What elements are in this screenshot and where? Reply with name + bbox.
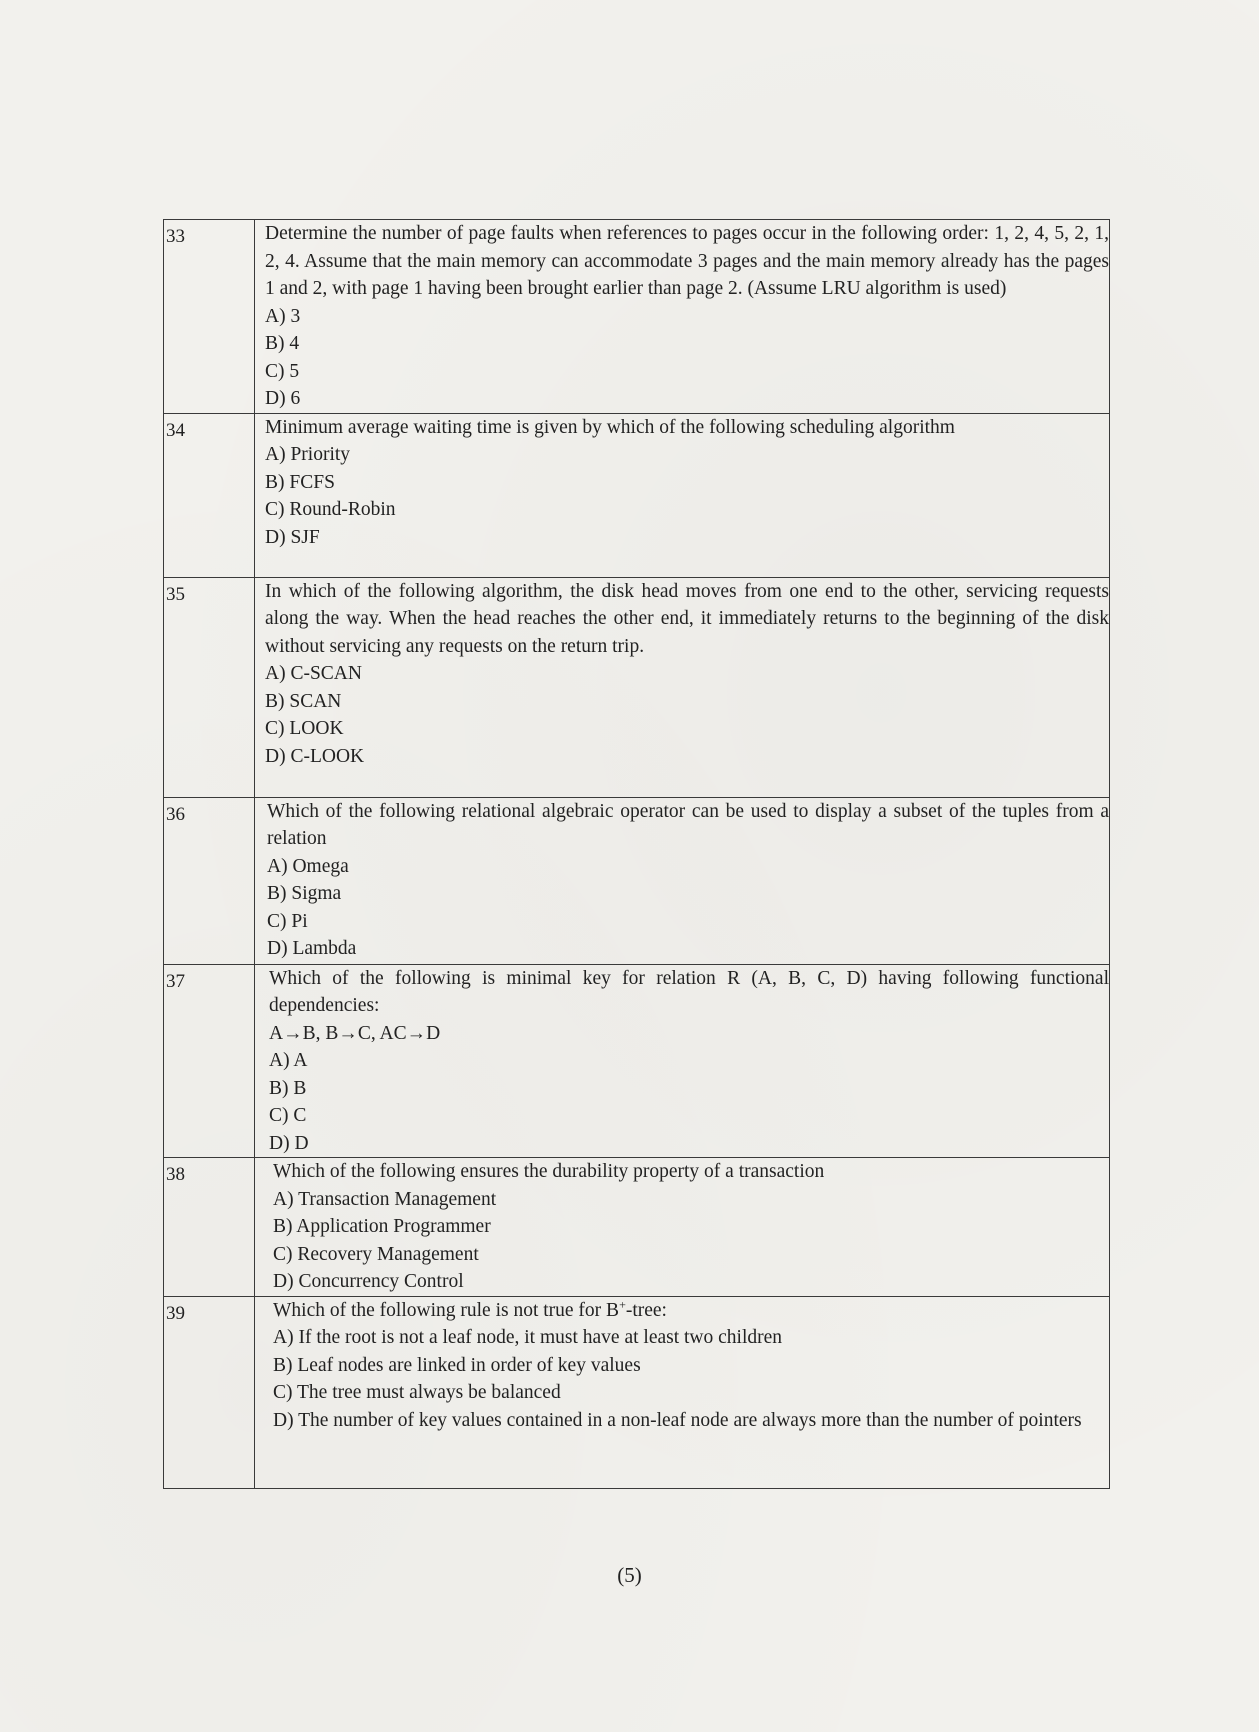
option-b: B) Application Programmer	[273, 1216, 491, 1237]
question-number: 38	[166, 1164, 185, 1185]
question-number: 36	[166, 803, 185, 825]
question-number: 39	[166, 1302, 185, 1324]
option-d: D) The number of key values contained in a non-leaf node are always more than the number of pointers	[273, 1409, 1082, 1431]
question-number-cell	[164, 220, 255, 414]
question-number-cell	[164, 577, 255, 797]
option-d: D) Lambda	[267, 938, 357, 959]
question-text: Which of the following is minimal key for relation R (A, B, C, D) having following functional dependencies:	[269, 967, 1109, 1016]
option-a: A) A	[269, 1050, 308, 1071]
option-b: B) 4	[265, 333, 300, 354]
question-row-39	[164, 1296, 1110, 1488]
option-a: A) If the root is not a leaf node, it must have at least two children	[273, 1327, 783, 1348]
question-number-cell	[164, 797, 255, 964]
question-body	[255, 1296, 1110, 1488]
question-number: 35	[166, 583, 185, 605]
question-body	[255, 413, 1110, 577]
option-c: C) Pi	[267, 910, 308, 932]
question-number: 34	[166, 419, 185, 441]
superscript-plus: +	[619, 1297, 626, 1311]
option-b: B) FCFS	[265, 471, 335, 493]
question-row-38	[164, 1158, 1110, 1297]
question-row-36	[164, 797, 1110, 964]
question-text: In which of the following algorithm, the disk head moves from one end to the other, servicing requests along the way. When the head reaches the other end, it immediately returns to the beginning of the disk without servicing any requests on the return trip.	[265, 580, 1109, 657]
option-a: A) Priority	[265, 444, 351, 465]
page-number: (5)	[617, 1563, 642, 1587]
question-text: Determine the number of page faults when references to pages occur in the following order: 1, 2, 4, 5, 2, 1, 2, 4. Assume that the main memory can accommodate 3 pages and the main memory already has the pages 1 and 2, with page 1 having been brought earlier than page 2. (Assume LRU algorithm is used)	[265, 223, 1109, 299]
option-c: C) C	[269, 1105, 307, 1126]
option-a: A) Transaction Management	[273, 1188, 497, 1210]
option-c: C) LOOK	[265, 718, 344, 739]
question-body	[255, 1158, 1110, 1297]
functional-dependencies: A→B, B→C, AC→D	[269, 1022, 441, 1044]
question-row-33	[164, 220, 1110, 414]
option-b: B) Leaf nodes are linked in order of key values	[273, 1354, 641, 1376]
question-text: Which of the following relational algebraic operator can be used to display a subset of the tuples from a relation	[267, 800, 1109, 849]
option-a: A) Omega	[267, 855, 349, 877]
option-a: A) 3	[265, 305, 301, 327]
question-number-cell	[164, 964, 255, 1158]
question-number-cell	[164, 413, 255, 577]
question-body	[255, 797, 1110, 964]
option-c: C) Recovery Management	[273, 1243, 479, 1265]
question-number-cell	[164, 1158, 255, 1297]
option-c: C) Round-Robin	[265, 499, 396, 520]
option-b: B) B	[269, 1077, 307, 1099]
option-b: B) Sigma	[267, 883, 342, 904]
question-number: 37	[166, 970, 185, 992]
question-text: Minimum average waiting time is given by which of the following scheduling algorithm	[265, 416, 955, 438]
option-d: D) SJF	[265, 526, 320, 548]
question-row-35	[164, 577, 1110, 797]
question-text-main: Which of the following rule is not true for B	[273, 1299, 620, 1321]
question-row-37	[164, 964, 1110, 1158]
question-text: Which of the following ensures the durability property of a transaction	[273, 1161, 825, 1182]
option-c: C) 5	[265, 360, 300, 382]
option-d: D) Concurrency Control	[273, 1271, 464, 1292]
option-c: C) The tree must always be balanced	[273, 1382, 561, 1403]
question-body	[255, 577, 1110, 797]
question-number-cell	[164, 1296, 255, 1488]
question-body	[255, 220, 1110, 414]
question-row-34	[164, 413, 1110, 577]
question-number: 33	[166, 226, 185, 247]
question-body	[255, 964, 1110, 1158]
option-a: A) C-SCAN	[265, 663, 362, 684]
option-d: D) D	[269, 1132, 309, 1154]
option-d: D) C-LOOK	[265, 745, 365, 767]
question-text-suffix: -tree:	[625, 1299, 667, 1321]
option-b: B) SCAN	[265, 690, 342, 712]
option-d: D) 6	[265, 388, 301, 409]
questions-table	[163, 219, 1110, 1489]
question-text	[273, 1297, 1109, 1325]
